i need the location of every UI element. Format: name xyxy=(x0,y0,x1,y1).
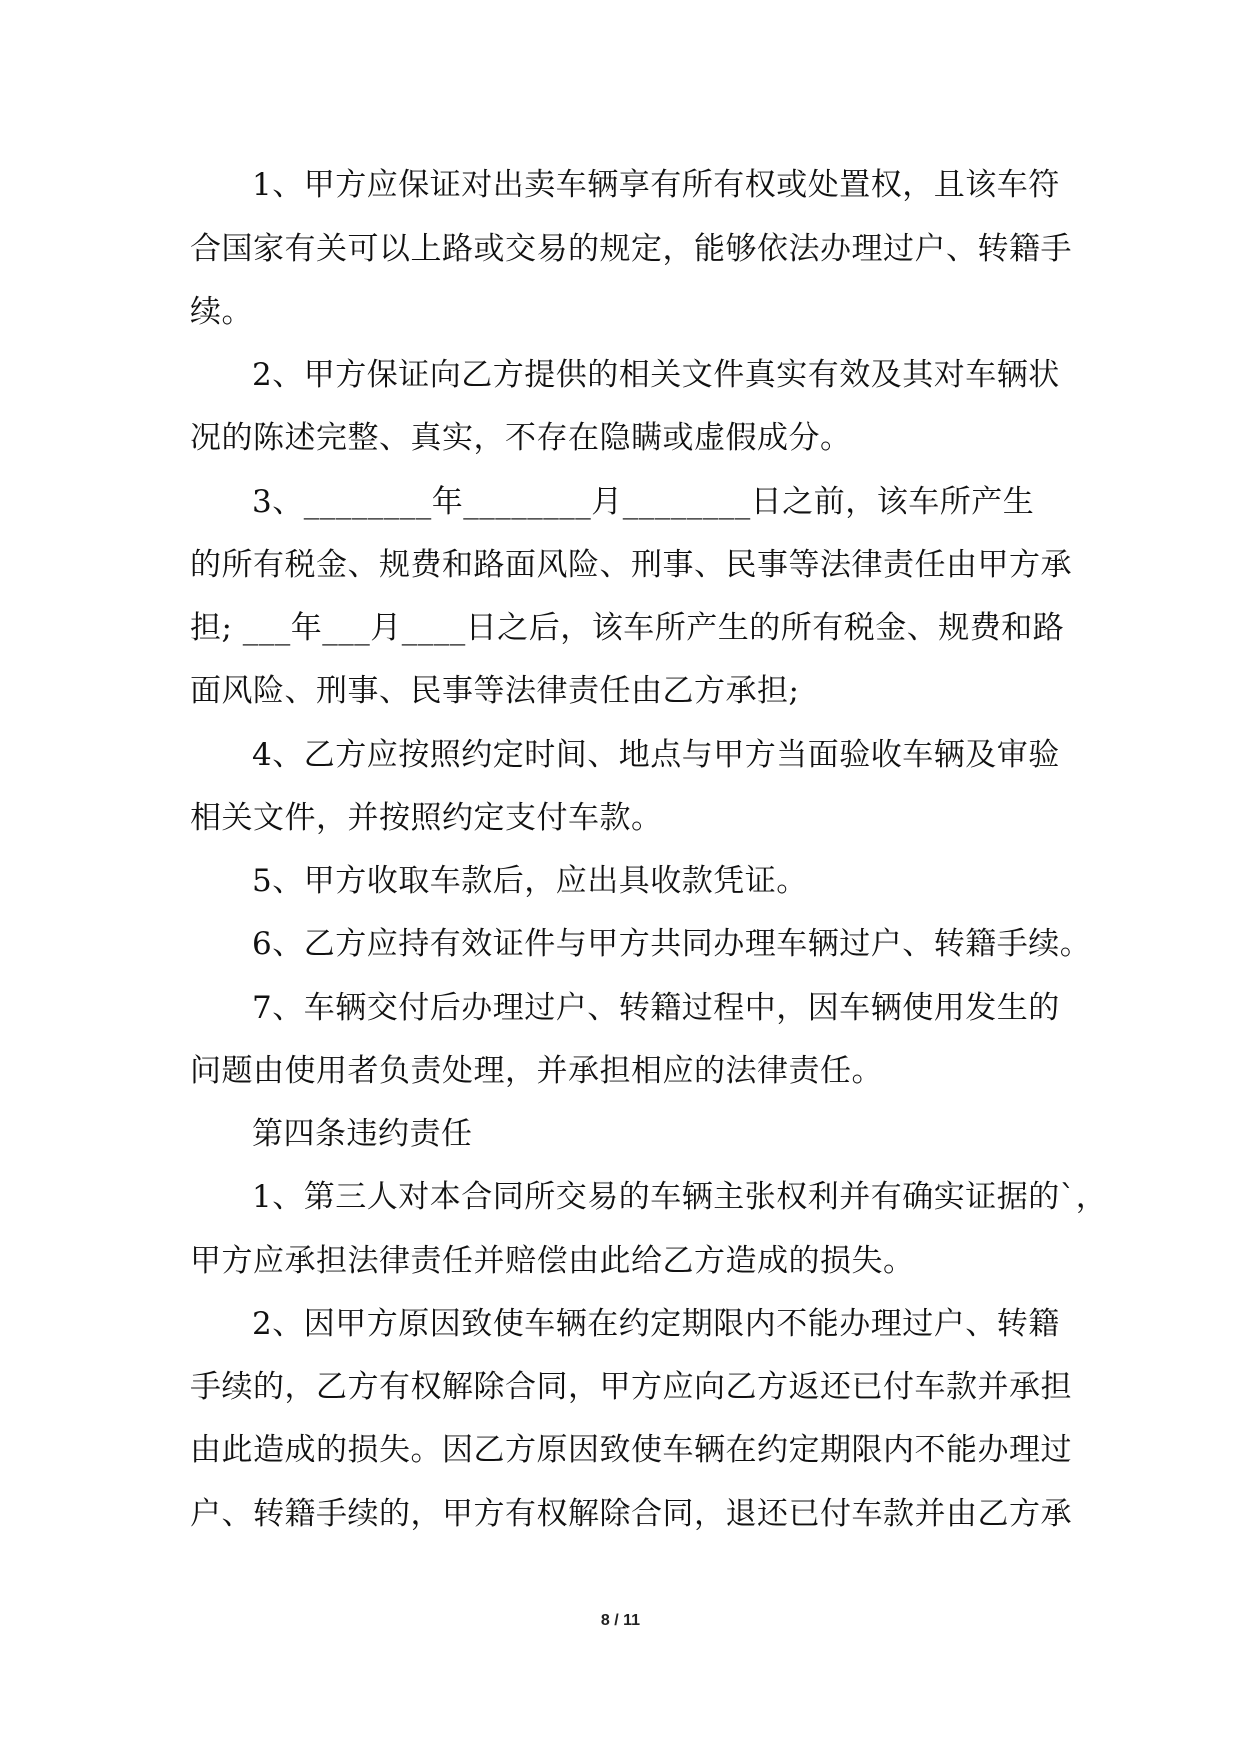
paragraph-line: 户、转籍手续的，甲方有权解除合同，退还已付车款并由乙方承 xyxy=(190,1496,1072,1532)
paragraph-line: 面风险、刑事、民事等法律责任由乙方承担; xyxy=(190,673,800,709)
paragraph-line: 6、乙方应持有效证件与甲方共同办理车辆过户、转籍手续。 xyxy=(252,926,1092,962)
paragraph-line: 4、乙方应按照约定时间、地点与甲方当面验收车辆及审验 xyxy=(252,737,1060,773)
paragraph-line: 1、甲方应保证对出卖车辆享有所有权或处置权，且该车符 xyxy=(252,167,1060,203)
section-heading: 第四条违约责任 xyxy=(252,1116,473,1152)
paragraph-line: 3、________年________月________日之前，该车所产生 xyxy=(252,484,1035,520)
paragraph-line: 况的陈述完整、真实，不存在隐瞒或虚假成分。 xyxy=(190,420,852,456)
paragraph-line: 甲方应承担法律责任并赔偿由此给乙方造成的损失。 xyxy=(190,1243,915,1279)
paragraph-line: 合国家有关可以上路或交易的规定，能够依法办理过户、转籍手 xyxy=(190,231,1072,267)
paragraph-line: 由此造成的损失。因乙方原因致使车辆在约定期限内不能办理过 xyxy=(190,1432,1072,1468)
paragraph-line: 的所有税金、规费和路面风险、刑事、民事等法律责任由甲方承 xyxy=(190,547,1072,583)
paragraph-line: 相关文件，并按照约定支付车款。 xyxy=(190,800,663,836)
paragraph-line: 1、第三人对本合同所交易的车辆主张权利并有确实证据的`， xyxy=(252,1179,1108,1215)
paragraph-line: 5、甲方收取车款后，应出具收款凭证。 xyxy=(252,863,808,899)
paragraph-line: 问题由使用者负责处理，并承担相应的法律责任。 xyxy=(190,1053,883,1089)
paragraph-line: 手续的，乙方有权解除合同，甲方应向乙方返还已付车款并承担 xyxy=(190,1369,1072,1405)
paragraph-line: 续。 xyxy=(190,294,253,330)
page-number: 8 / 11 xyxy=(600,1612,641,1629)
paragraph-line: 担; ___年___月____日之后，该车所产生的所有税金、规费和路 xyxy=(190,610,1065,646)
paragraph-line: 7、车辆交付后办理过户、转籍过程中，因车辆使用发生的 xyxy=(252,990,1060,1026)
paragraph-line: 2、因甲方原因致使车辆在约定期限内不能办理过户、转籍 xyxy=(252,1306,1060,1342)
paragraph-line: 2、甲方保证向乙方提供的相关文件真实有效及其对车辆状 xyxy=(252,357,1060,393)
